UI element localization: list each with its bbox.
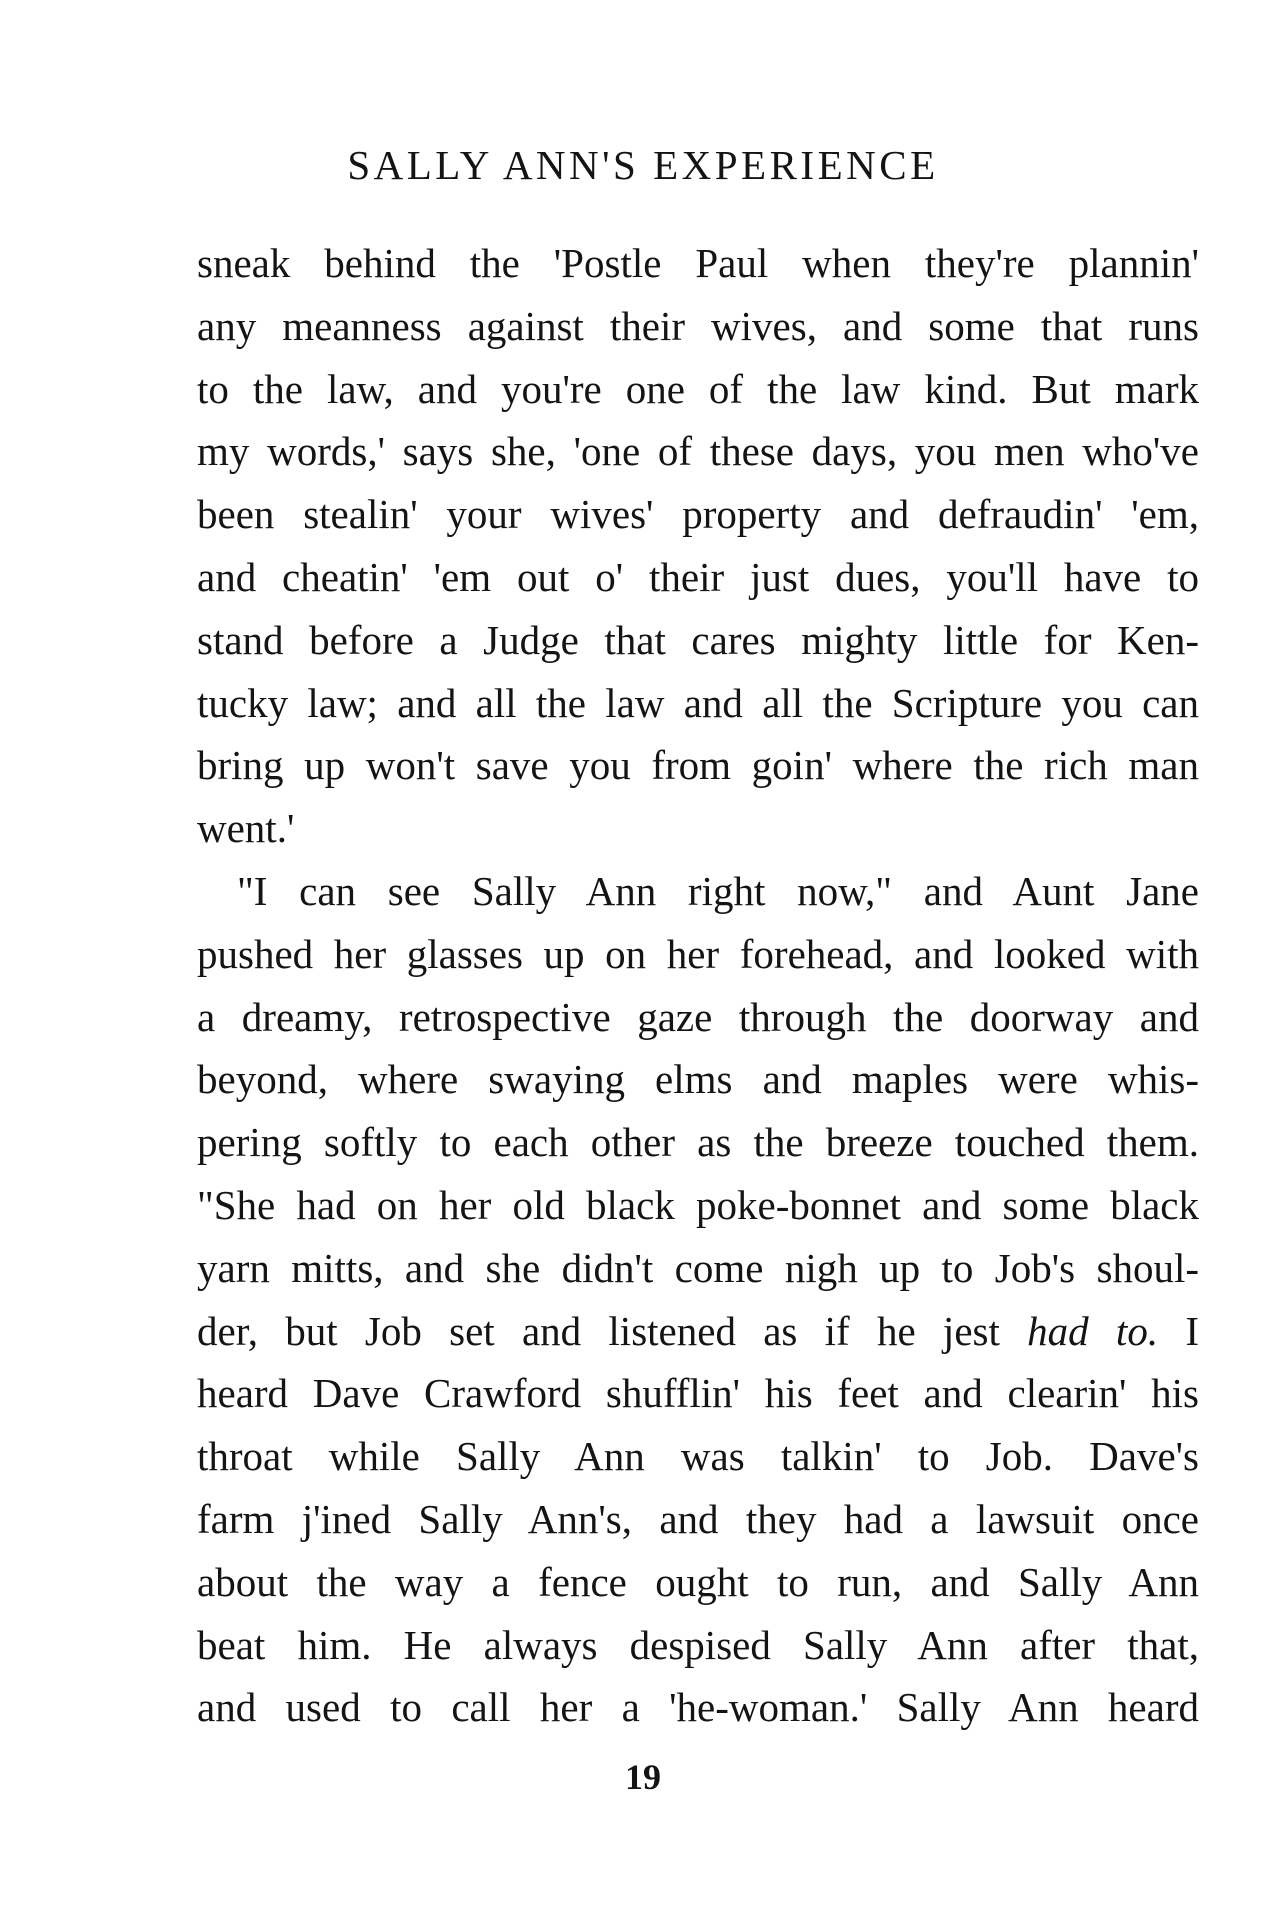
body-text	[197, 232, 1199, 1739]
text-line: sneak behind the 'Postle Paul when they're plannin'	[197, 240, 1199, 286]
text-line: stand before a Judge that cares mighty little for Ken-	[197, 616, 1199, 663]
text-line-with-italic	[197, 1300, 1199, 1363]
text-line: heard Dave Crawford shufflin' his feet and clearin' his	[197, 1370, 1199, 1417]
text-line: and cheatin' 'em out o' their just dues, you'll have to	[197, 553, 1199, 600]
text-line: farm j'ined Sally Ann's, and they had a lawsuit once	[197, 1495, 1199, 1542]
text-line: a dreamy, retrospective gaze through the doorway and	[197, 993, 1199, 1040]
italic-emphasis: had to.	[1027, 1307, 1159, 1354]
text-line: and used to call her a 'he-woman.' Sally Ann heard	[197, 1684, 1199, 1731]
text-line: about the way a fence ought to run, and Sally Ann	[197, 1558, 1199, 1605]
text-line: went.'	[197, 805, 295, 852]
text-segment: I	[1185, 1307, 1199, 1354]
text-line: pering softly to each other as the breeze touched them.	[197, 1119, 1199, 1166]
text-line: bring up won't save you from goin' where the rich man	[197, 742, 1199, 789]
text-line: "I can see Sally Ann right now," and Aunt Jane	[237, 867, 1199, 914]
running-head: SALLY ANN'S EXPERIENCE	[347, 142, 939, 188]
text-line: "She had on her old black poke-bonnet and some black	[197, 1181, 1199, 1228]
text-segment: der, but Job set and listened as if he jest	[197, 1307, 1000, 1354]
text-line: tucky law; and all the law and all the Scripture you can	[197, 679, 1199, 726]
text-line: my words,' says she, 'one of these days, you men who've	[197, 428, 1199, 475]
text-line: to the law, and you're one of the law kind. But mark	[197, 365, 1199, 412]
text-line: yarn mitts, and she didn't come nigh up to Job's shoul-	[197, 1244, 1199, 1291]
text-line: beyond, where swaying elms and maples were whis-	[197, 1056, 1199, 1103]
text-line: throat while Sally Ann was talkin' to Job. Dave's	[197, 1433, 1199, 1480]
text-line: beat him. He always despised Sally Ann after that,	[197, 1621, 1199, 1668]
text-line: any meanness against their wives, and some that runs	[197, 302, 1199, 349]
text-line: pushed her glasses up on her forehead, and looked with	[197, 930, 1199, 977]
text-line: been stealin' your wives' property and defraudin' 'em,	[197, 491, 1199, 538]
page-number: 19	[625, 1757, 661, 1797]
